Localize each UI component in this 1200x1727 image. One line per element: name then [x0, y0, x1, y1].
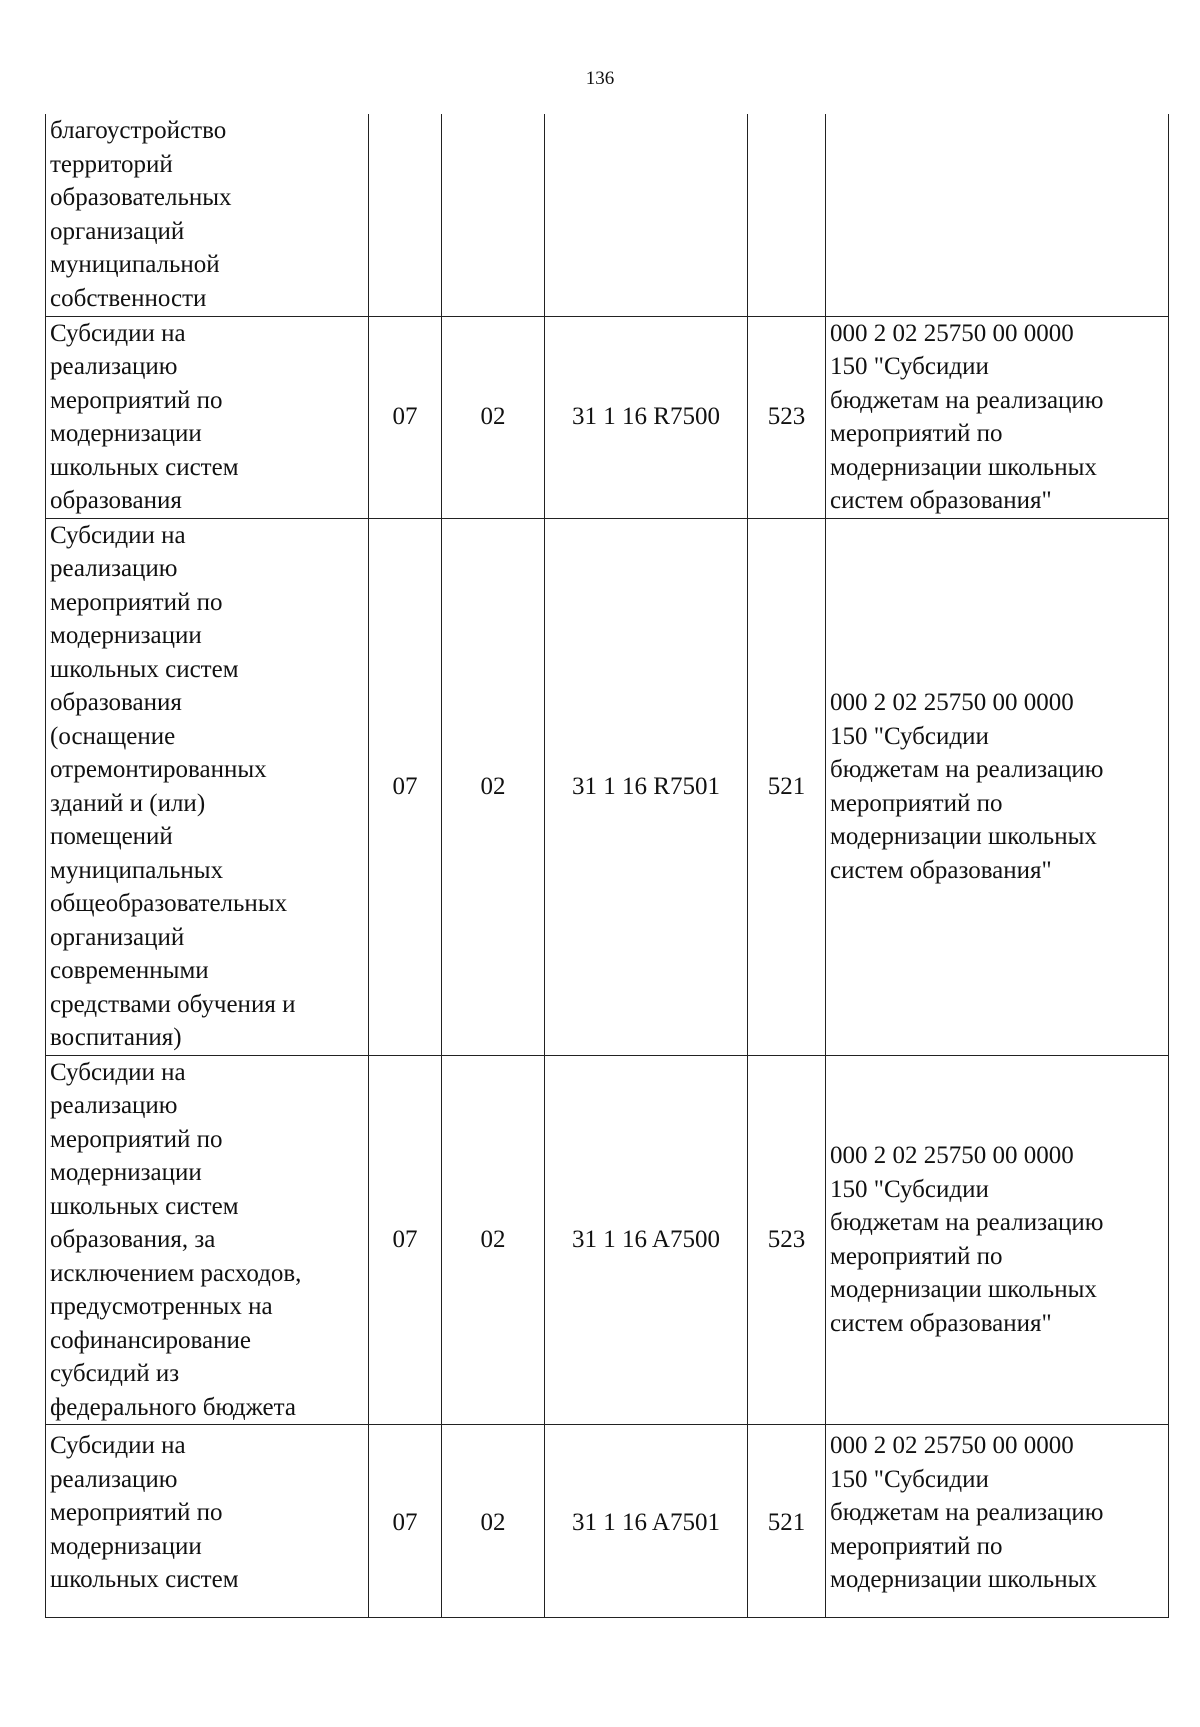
revenue-code-line: 000 2 02 25750 00 0000 — [830, 1142, 1074, 1170]
expense-name-line: мероприятий по — [50, 588, 223, 616]
expense-name-line: Субсидии на — [50, 319, 186, 347]
table-row — [46, 1055, 1169, 1425]
revenue-code-line: 150 "Субсидии — [830, 1465, 989, 1493]
revenue-code-line: бюджетам на реализацию — [830, 1209, 1104, 1237]
expense-name-line: средствами обучения и — [50, 990, 296, 1018]
section-code-cell: 07 — [369, 518, 442, 1055]
expense-name-line: образовательных — [50, 184, 232, 212]
expense-name-line: субсидий из — [50, 1360, 180, 1387]
expense-name-line: Субсидии на — [50, 1432, 186, 1459]
expense-name-line: современными — [50, 957, 209, 984]
expense-name-line: школьных систем — [50, 453, 239, 481]
revenue-code-line: модернизации школьных — [830, 823, 1097, 850]
expense-name-line: реализацию — [50, 1465, 178, 1493]
revenue-code-line: модернизации школьных — [830, 1566, 1097, 1593]
revenue-code-cell — [826, 1055, 1169, 1425]
expense-name-line: общеобразовательных — [50, 890, 288, 917]
section-code-cell — [369, 114, 442, 316]
expense-type-cell: 523 — [748, 1055, 826, 1425]
expense-name-line: помещений — [50, 823, 173, 850]
expense-name-line: модернизации — [50, 622, 202, 649]
expense-name-line: модернизации — [50, 420, 202, 447]
expense-name-line: школьных систем — [50, 655, 239, 683]
expense-type-cell: 521 — [748, 518, 826, 1055]
expense-type-cell: 521 — [748, 1425, 826, 1618]
revenue-code-line: модернизации школьных — [830, 1276, 1097, 1304]
expense-name-cell — [46, 1425, 369, 1618]
table-row — [46, 316, 1169, 518]
target-article-cell: 31 1 16 A7501 — [545, 1425, 748, 1618]
expense-name-line: мероприятий по — [50, 1125, 223, 1153]
target-article-cell: 31 1 16 R7500 — [545, 316, 748, 518]
expense-name-line: мероприятий по — [50, 1499, 223, 1526]
target-article-cell: 31 1 16 A7500 — [545, 1055, 748, 1425]
expense-name-cell — [46, 1055, 369, 1425]
expense-name-line: предусмотренных на — [50, 1293, 273, 1320]
expense-name-line: зданий и (или) — [50, 789, 206, 817]
expense-name-line: образования — [50, 487, 182, 514]
expense-name-line: организаций — [50, 217, 185, 245]
expense-name-line: образования, за — [50, 1226, 216, 1253]
expense-name-cell — [46, 316, 369, 518]
expense-name-line: муниципальных — [50, 856, 224, 884]
table-row — [46, 518, 1169, 1055]
subsection-code-cell: 02 — [442, 316, 545, 518]
subsection-code-cell — [442, 114, 545, 316]
revenue-code-line: 000 2 02 25750 00 0000 — [830, 1432, 1074, 1459]
table-body — [46, 114, 1169, 1618]
expense-name-cell — [46, 114, 369, 316]
revenue-code-line: 000 2 02 25750 00 0000 — [830, 689, 1074, 716]
revenue-code-line: систем образования" — [830, 1309, 1052, 1337]
expense-name-line: модернизации — [50, 1159, 202, 1186]
target-article-cell: 31 1 16 R7501 — [545, 518, 748, 1055]
expense-type-cell: 523 — [748, 316, 826, 518]
section-code-cell: 07 — [369, 1425, 442, 1618]
expense-name-line: реализацию — [50, 1092, 178, 1119]
expense-name-line: модернизации — [50, 1532, 202, 1560]
revenue-code-line: 150 "Субсидии — [830, 722, 989, 750]
revenue-code-line: бюджетам на реализацию — [830, 1499, 1104, 1526]
expense-name-line: Субсидии на — [50, 1058, 186, 1086]
revenue-code-line: 150 "Субсидии — [830, 1175, 989, 1203]
expense-name-line: школьных систем — [50, 1566, 239, 1593]
expense-name-line: реализацию — [50, 555, 178, 582]
revenue-code-line: 150 "Субсидии — [830, 353, 989, 380]
expense-name-line: реализацию — [50, 353, 178, 380]
subsection-code-cell: 02 — [442, 518, 545, 1055]
revenue-code-line: систем образования" — [830, 487, 1052, 514]
expense-name-line: образования — [50, 689, 182, 716]
revenue-code-line: систем образования" — [830, 856, 1052, 884]
expense-name-line: территорий — [50, 150, 173, 178]
expense-name-line: организаций — [50, 923, 185, 951]
expense-name-line: (оснащение — [50, 722, 176, 750]
section-code-cell: 07 — [369, 1055, 442, 1425]
expense-name-line: федерального бюджета — [50, 1393, 296, 1421]
expense-name-line: муниципальной — [50, 251, 220, 279]
revenue-code-line: мероприятий по — [830, 1532, 1003, 1560]
section-code-cell: 07 — [369, 316, 442, 518]
expense-name-line: школьных систем — [50, 1192, 239, 1220]
table-row — [46, 1425, 1169, 1618]
revenue-code-line: мероприятий по — [830, 420, 1003, 447]
subsection-code-cell: 02 — [442, 1055, 545, 1425]
expense-name-line: воспитания) — [50, 1024, 182, 1051]
revenue-code-line: бюджетам на реализацию — [830, 756, 1104, 783]
expense-name-line: софинансирование — [50, 1326, 251, 1354]
expense-type-cell — [748, 114, 826, 316]
expense-name-line: мероприятий по — [50, 386, 223, 414]
revenue-code-line: бюджетам на реализацию — [830, 386, 1104, 414]
table-row — [46, 114, 1169, 316]
revenue-code-line: модернизации школьных — [830, 453, 1097, 481]
revenue-code-cell — [826, 316, 1169, 518]
revenue-code-line: 000 2 02 25750 00 0000 — [830, 319, 1074, 347]
revenue-code-line: мероприятий по — [830, 789, 1003, 817]
revenue-code-line: мероприятий по — [830, 1242, 1003, 1270]
expense-name-line: благоустройство — [50, 117, 227, 145]
expense-name-cell — [46, 518, 369, 1055]
expense-name-line: исключением расходов, — [50, 1259, 302, 1287]
revenue-code-cell — [826, 518, 1169, 1055]
subsection-code-cell: 02 — [442, 1425, 545, 1618]
expense-name-line: отремонтированных — [50, 756, 267, 783]
revenue-code-cell — [826, 1425, 1169, 1618]
budget-classification-table — [45, 114, 1169, 1618]
revenue-code-cell — [826, 114, 1169, 316]
target-article-cell — [545, 114, 748, 316]
expense-name-line: Субсидии на — [50, 521, 186, 549]
expense-name-line: собственности — [50, 284, 207, 312]
page-number: 136 — [585, 68, 615, 89]
